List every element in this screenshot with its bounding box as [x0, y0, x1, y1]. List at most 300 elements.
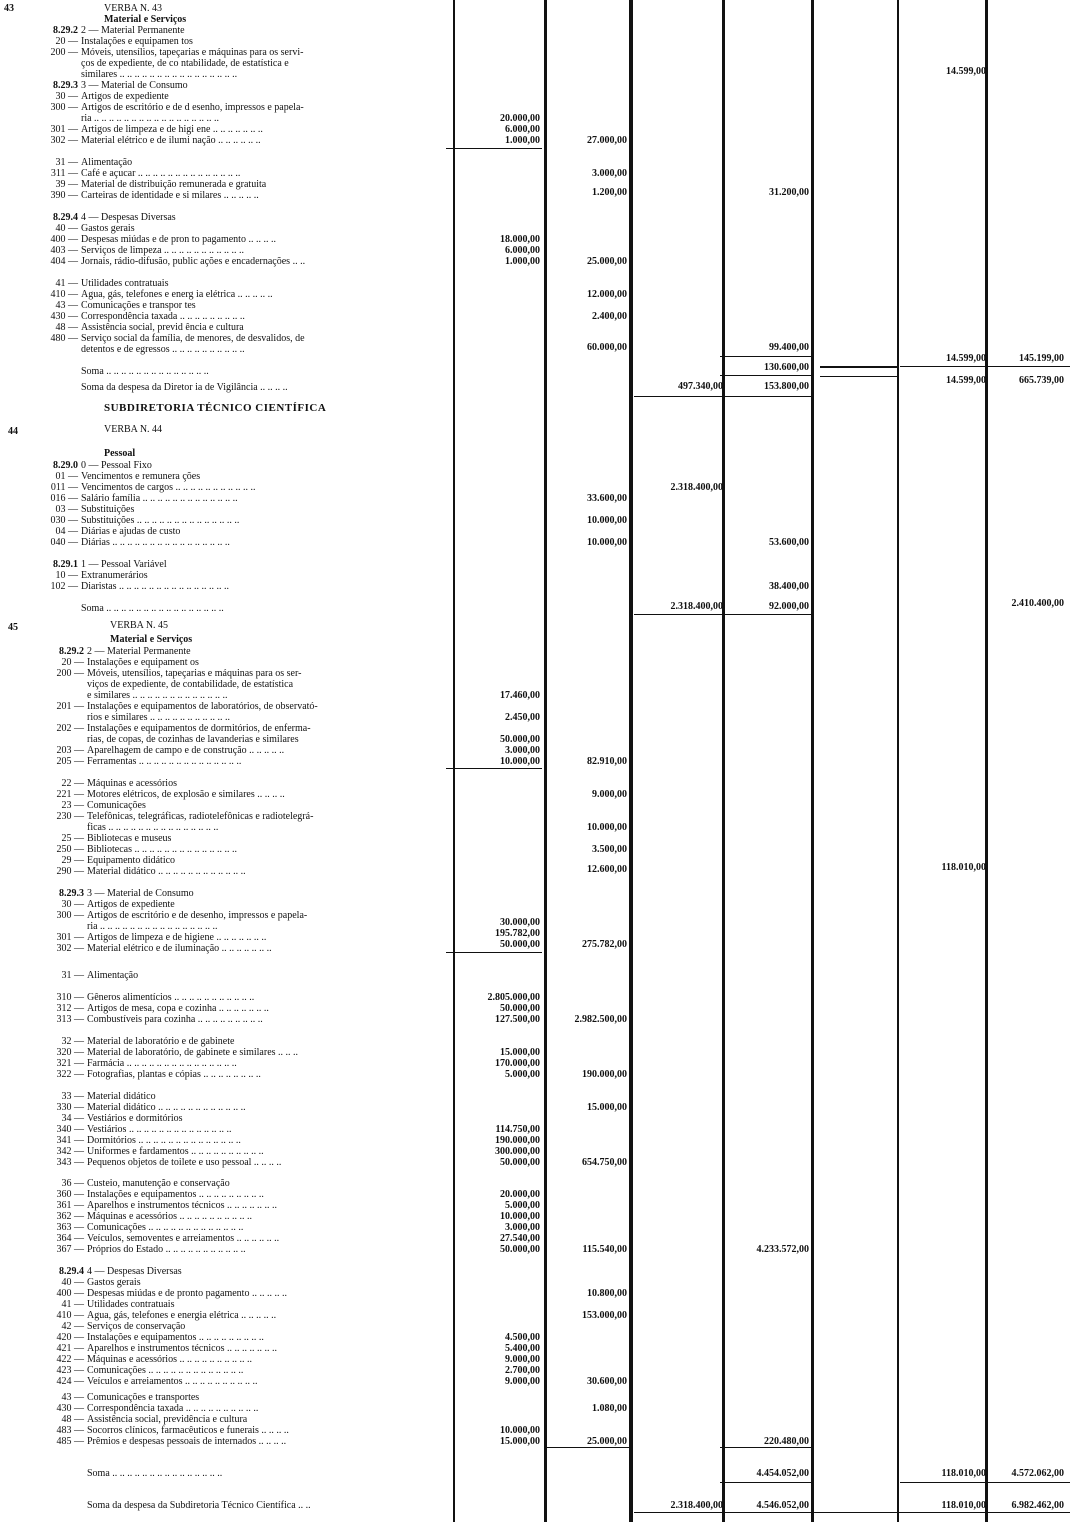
column-rule: [811, 0, 814, 1522]
amount-value: 127.500,00: [495, 1014, 540, 1025]
item-label: Vencimentos de cargos .. .. .. .. .. .. .. .. .. .. ..: [81, 482, 256, 493]
column-rule: [629, 0, 633, 1522]
amount-value: 2.450,00: [505, 712, 540, 723]
group-title: Pessoal: [104, 448, 136, 459]
item-label: Artigos de escritório e de desenho, impressos e papela-: [87, 910, 308, 921]
item-label: Alimentação: [81, 157, 133, 168]
subtotal-rule: [820, 366, 898, 368]
item-code: 311 —: [50, 168, 78, 179]
amount-value: 20.000,00: [500, 1189, 540, 1200]
amount-value: 115.540,00: [582, 1244, 627, 1255]
item-label: Despesas miúdas e de pronto pagamento .. .. .. .. ..: [87, 1288, 287, 1299]
subtotal-rule: [900, 366, 1070, 367]
amount-value: 5.000,00: [505, 1069, 540, 1080]
item-code: 40 —: [61, 1277, 84, 1288]
item-label: Artigos de mesa, copa e cozinha .. .. .. .. .. .. ..: [87, 1003, 269, 1014]
item-label: Aparelhagem de campo e de construção .. .. .. .. ..: [87, 745, 285, 756]
item-code: 8.29.0: [53, 460, 78, 471]
item-code: 230 —: [56, 811, 84, 822]
item-label: Comunicações .. .. .. .. .. .. .. .. .. .. .. .. ..: [87, 1222, 244, 1233]
item-code: 31 —: [61, 970, 84, 981]
item-label: Artigos de escritório e de d esenho, impressos e papela-: [81, 102, 304, 113]
item-code: 430 —: [56, 1403, 84, 1414]
item-code: 302 —: [56, 943, 84, 954]
item-label: Material didático .. .. .. .. .. .. .. .. .. .. .. ..: [87, 866, 246, 877]
amount-value: 5.000,00: [505, 1200, 540, 1211]
item-label: Instalações e equipament os: [87, 657, 199, 668]
item-label: Material didático: [87, 1091, 156, 1102]
item-code: 30 —: [55, 91, 78, 102]
item-label: Comunicações e transpor tes: [81, 300, 196, 311]
amount-value: 25.000,00: [587, 1436, 627, 1447]
amount-value: 82.910,00: [587, 756, 627, 767]
item-label: Material de laboratório, de gabinete e similares .. .. ..: [87, 1047, 299, 1058]
item-code: 480 —: [50, 333, 78, 344]
item-label: rias, de copas, de cozinhas de lavanderias e similares: [87, 734, 299, 745]
item-code: 340 —: [56, 1124, 84, 1135]
item-code: 43 —: [61, 1392, 84, 1403]
item-label: Vencimentos e remunera ções: [81, 471, 201, 482]
item-label: Café e açucar .. .. .. .. .. .. .. .. .. .. .. .. .. ..: [81, 168, 241, 179]
item-label: Soma .. .. .. .. .. .. .. .. .. .. .. .. .. .. ..: [87, 1468, 223, 1479]
item-code: 10 —: [55, 570, 78, 581]
item-code: 360 —: [56, 1189, 84, 1200]
item-label: Soma .. .. .. .. .. .. .. .. .. .. .. .. .. .. .. ..: [81, 603, 224, 614]
amount-value: 2.318.400,00: [670, 601, 723, 612]
subtotal-rule: [634, 396, 722, 397]
item-label: ria .. .. .. .. .. .. .. .. .. .. .. .. .. .. .. ..: [87, 921, 218, 932]
amount-value: 15.000,00: [587, 1102, 627, 1113]
item-label: Comunicações .. .. .. .. .. .. .. .. .. .. .. .. ..: [87, 1365, 244, 1376]
item-label: Instalações e equipamentos de dormitórios, de enferma-: [87, 723, 311, 734]
item-code: 400 —: [56, 1288, 84, 1299]
item-code: 485 —: [56, 1436, 84, 1447]
amount-value: 27.540,00: [500, 1233, 540, 1244]
amount-value: 50.000,00: [500, 1244, 540, 1255]
item-label: Material elétrico e de iluminação .. .. .. .. .. .. ..: [87, 943, 272, 954]
item-label: Jornais, rádio-difusão, public ações e encadernações .. ..: [81, 256, 306, 267]
verba-title: VERBA N. 43: [104, 3, 163, 14]
subtotal-rule: [820, 376, 898, 377]
amount-value: 3.000,00: [505, 745, 540, 756]
item-label: Bibliotecas e museus: [87, 833, 172, 844]
item-code: 8.29.2: [59, 646, 84, 657]
amount-value: 50.000,00: [500, 734, 540, 745]
item-label: Fotografias, plantas e cópias .. .. .. .. .. .. .. ..: [87, 1069, 261, 1080]
item-code: 205 —: [56, 756, 84, 767]
subtotal-rule: [634, 1512, 1070, 1513]
subtotal-rule: [720, 1447, 812, 1448]
item-label: ria .. .. .. .. .. .. .. .. .. .. .. .. .. .. .. .. ..: [81, 113, 220, 124]
column-rule: [897, 0, 899, 1522]
item-label: Diaristas .. .. .. .. .. .. .. .. .. .. .. .. .. .. ..: [81, 581, 230, 592]
amount-value: 50.000,00: [500, 1003, 540, 1014]
amount-value: 153.000,00: [582, 1310, 627, 1321]
amount-value: 10.000,00: [587, 537, 627, 548]
subtotal-rule: [634, 614, 812, 615]
verba-title: VERBA N. 44: [104, 424, 163, 435]
item-label: 3 — Material de Consumo: [87, 888, 194, 899]
item-label: Artigos de limpeza e de higiene .. .. .. .. .. .. ..: [87, 932, 267, 943]
item-code: 313 —: [56, 1014, 84, 1025]
amount-value: 153.800,00: [764, 381, 809, 392]
item-label: 3 — Material de Consumo: [81, 80, 188, 91]
item-label: Extranumerários: [81, 570, 148, 581]
item-code: 30 —: [61, 899, 84, 910]
item-code: 250 —: [56, 844, 84, 855]
item-label: Carteiras de identidade e si milares .. .. .. .. ..: [81, 190, 259, 201]
item-code: 361 —: [56, 1200, 84, 1211]
item-code: 04 —: [55, 526, 78, 537]
amount-value: 3.000,00: [592, 168, 627, 179]
item-label: 1 — Pessoal Variável: [81, 559, 167, 570]
amount-value: 10.000,00: [500, 756, 540, 767]
amount-value: 30.600,00: [587, 1376, 627, 1387]
item-label: Utilidades contratuais: [81, 278, 169, 289]
item-code: 200 —: [50, 47, 78, 58]
item-label: viços de expediente, de contabilidade, de estatística: [87, 679, 294, 690]
item-code: 300 —: [50, 102, 78, 113]
item-code: 40 —: [55, 223, 78, 234]
item-code: 20 —: [55, 36, 78, 47]
item-code: 341 —: [56, 1135, 84, 1146]
item-label: Dormitórios .. .. .. .. .. .. .. .. .. .. .. .. .. ..: [87, 1135, 241, 1146]
item-label: Agua, gás, telefones e energ ia elétrica .. .. .. .. ..: [81, 289, 273, 300]
amount-value: 50.000,00: [500, 1157, 540, 1168]
amount-value: 25.000,00: [587, 256, 627, 267]
item-code: 301 —: [50, 124, 78, 135]
item-label: Serviço social da família, de menores, de desvalidos, de: [81, 333, 305, 344]
item-code: 8.29.2: [53, 25, 78, 36]
item-label: Bibliotecas .. .. .. .. .. .. .. .. .. .. .. .. .. ..: [87, 844, 237, 855]
item-label: Material elétrico e de ilumi nação .. .. .. .. .. ..: [81, 135, 261, 146]
amount-value: 4.546.052,00: [756, 1500, 809, 1511]
amount-value: 118.010,00: [941, 1468, 986, 1479]
subtotal-rule: [446, 148, 542, 149]
item-code: 48 —: [55, 322, 78, 333]
amount-value: 665.739,00: [1019, 375, 1064, 386]
item-code: 011 —: [50, 482, 78, 493]
item-code: 39 —: [55, 179, 78, 190]
amount-value: 1.000,00: [505, 256, 540, 267]
item-code: 22 —: [61, 778, 84, 789]
item-label: Serviços de limpeza .. .. .. .. .. .. .. .. .. .. ..: [81, 245, 245, 256]
amount-value: 50.000,00: [500, 939, 540, 950]
item-code: 362 —: [56, 1211, 84, 1222]
verba-number: 43: [4, 3, 14, 14]
amount-value: 10.000,00: [587, 822, 627, 833]
amount-value: 18.000,00: [500, 234, 540, 245]
item-code: 483 —: [56, 1425, 84, 1436]
item-code: 203 —: [56, 745, 84, 756]
item-label: Aparelhos e instrumentos técnicos .. .. .. .. .. .. ..: [87, 1200, 277, 1211]
item-label: Comunicações: [87, 800, 146, 811]
item-label: Diárias .. .. .. .. .. .. .. .. .. .. .. .. .. .. .. ..: [81, 537, 230, 548]
item-code: 36 —: [61, 1178, 84, 1189]
amount-value: 30.000,00: [500, 917, 540, 928]
amount-value: 654.750,00: [582, 1157, 627, 1168]
amount-value: 10.000,00: [500, 1211, 540, 1222]
amount-value: 9.000,00: [505, 1354, 540, 1365]
amount-value: 170.000,00: [495, 1058, 540, 1069]
subtotal-rule: [545, 1447, 629, 1448]
item-code: 421 —: [56, 1343, 84, 1354]
item-label: Móveis, utensílios, tapeçarias e máquinas para os servi-: [81, 47, 304, 58]
item-label: Assistência social, previdência e cultura: [87, 1414, 248, 1425]
amount-value: 2.400,00: [592, 311, 627, 322]
item-label: e similares .. .. .. .. .. .. .. .. .. .. .. .. ..: [87, 690, 228, 701]
item-code: 400 —: [50, 234, 78, 245]
amount-value: 15.000,00: [500, 1436, 540, 1447]
item-code: 367 —: [56, 1244, 84, 1255]
amount-value: 4.572.062,00: [1011, 1468, 1064, 1479]
item-code: 102 —: [50, 581, 78, 592]
verba-title: VERBA N. 45: [110, 620, 169, 631]
amount-value: 53.600,00: [769, 537, 809, 548]
item-label: Substituições .. .. .. .. .. .. .. .. .. .. .. .. .. ..: [81, 515, 240, 526]
amount-value: 2.982.500,00: [574, 1014, 627, 1025]
amount-value: 2.700,00: [505, 1365, 540, 1376]
item-code: 302 —: [50, 135, 78, 146]
item-label: Vestiários e dormitórios: [87, 1113, 183, 1124]
item-code: 41 —: [55, 278, 78, 289]
item-label: Uniformes e fardamentos .. .. .. .. .. .. .. .. .. ..: [87, 1146, 264, 1157]
amount-value: 114.750,00: [495, 1124, 540, 1135]
item-label: detentos e de egressos .. .. .. .. .. .. .. .. .. ..: [81, 344, 245, 355]
item-code: 202 —: [56, 723, 84, 734]
item-code: 422 —: [56, 1354, 84, 1365]
subtotal-rule: [720, 1482, 812, 1483]
amount-value: 14.599,00: [946, 66, 986, 77]
item-label: Móveis, utensílios, tapeçarias e máquinas para os ser-: [87, 668, 302, 679]
item-code: 32 —: [61, 1036, 84, 1047]
item-code: 410 —: [50, 289, 78, 300]
item-label: Gastos gerais: [87, 1277, 141, 1288]
amount-value: 5.400,00: [505, 1343, 540, 1354]
item-code: 29 —: [61, 855, 84, 866]
item-code: 363 —: [56, 1222, 84, 1233]
item-code: 8.29.3: [53, 80, 78, 91]
item-label: rios e similares .. .. .. .. .. .. .. .. .. .. ..: [87, 712, 231, 723]
item-label: Artigos de expediente: [87, 899, 175, 910]
amount-value: 3.000,00: [505, 1222, 540, 1233]
amount-value: 9.000,00: [505, 1376, 540, 1387]
amount-value: 1.000,00: [505, 135, 540, 146]
item-code: 420 —: [56, 1332, 84, 1343]
item-label: Despesas miúdas e de pron to pagamento .. .. .. ..: [81, 234, 276, 245]
item-code: 31 —: [55, 157, 78, 168]
amount-value: 190.000,00: [495, 1135, 540, 1146]
item-label: ços de expediente, de co ntabilidade, de estatística e: [81, 58, 289, 69]
item-label: Assistência social, previd ência e cultura: [81, 322, 244, 333]
item-label: Correspondência taxada .. .. .. .. .. .. .. .. ..: [81, 311, 245, 322]
item-code: 300 —: [56, 910, 84, 921]
amount-value: 190.000,00: [582, 1069, 627, 1080]
amount-value: 4.454.052,00: [756, 1468, 809, 1479]
item-code: 48 —: [61, 1414, 84, 1425]
item-code: 312 —: [56, 1003, 84, 1014]
item-label: Soma da despesa da Diretor ia de Vigilância .. .. .. ..: [81, 382, 288, 393]
item-label: Comunicações e transportes: [87, 1392, 200, 1403]
amount-value: 99.400,00: [769, 342, 809, 353]
item-code: 322 —: [56, 1069, 84, 1080]
amount-value: 220.480,00: [764, 1436, 809, 1447]
item-code: 34 —: [61, 1113, 84, 1124]
item-code: 200 —: [56, 668, 84, 679]
item-code: 41 —: [61, 1299, 84, 1310]
amount-value: 2.805.000,00: [487, 992, 540, 1003]
item-label: Instalações e equipamen tos: [81, 36, 193, 47]
item-label: Utilidades contratuais: [87, 1299, 175, 1310]
item-label: Ferramentas .. .. .. .. .. .. .. .. .. .. .. .. .. ..: [87, 756, 242, 767]
amount-value: 4.500,00: [505, 1332, 540, 1343]
subtotal-rule: [446, 952, 542, 953]
item-code: 8.29.4: [53, 212, 78, 223]
item-label: Agua, gás, telefones e energia elétrica .. .. .. .. ..: [87, 1310, 277, 1321]
item-code: 390 —: [50, 190, 78, 201]
amount-value: 497.340,00: [678, 381, 723, 392]
subtotal-rule: [720, 356, 812, 357]
item-code: 430 —: [50, 311, 78, 322]
item-code: 42 —: [61, 1321, 84, 1332]
item-label: Soma .. .. .. .. .. .. .. .. .. .. .. .. .. ..: [81, 366, 209, 377]
amount-value: 1.080,00: [592, 1403, 627, 1414]
item-label: Pequenos objetos de toilete e uso pessoal .. .. .. ..: [87, 1157, 282, 1168]
item-label: Vestiários .. .. .. .. .. .. .. .. .. .. .. .. .. ..: [87, 1124, 232, 1135]
item-code: 320 —: [56, 1047, 84, 1058]
item-code: 403 —: [50, 245, 78, 256]
amount-value: 10.800,00: [587, 1288, 627, 1299]
amount-value: 4.233.572,00: [756, 1244, 809, 1255]
item-label: Substituições: [81, 504, 135, 515]
item-label: Veículos e arreiamentos .. .. .. .. .. .. .. .. .. ..: [87, 1376, 258, 1387]
item-label: Motores elétricos, de explosão e similares .. .. .. ..: [87, 789, 285, 800]
item-code: 310 —: [56, 992, 84, 1003]
item-code: 342 —: [56, 1146, 84, 1157]
column-rule: [985, 0, 988, 1522]
amount-value: 6.000,00: [505, 245, 540, 256]
item-label: 2 — Material Permanente: [87, 646, 191, 657]
item-label: Alimentação: [87, 970, 139, 981]
item-label: Gêneros alimentícios .. .. .. .. .. .. .. .. .. .. ..: [87, 992, 255, 1003]
item-label: Máquinas e acessórios .. .. .. .. .. .. .. .. .. ..: [87, 1354, 252, 1365]
item-code: 410 —: [56, 1310, 84, 1321]
amount-value: 6.982.462,00: [1011, 1500, 1064, 1511]
item-code: 221 —: [56, 789, 84, 800]
item-label: Material de laboratório e de gabinete: [87, 1036, 235, 1047]
amount-value: 9.000,00: [592, 789, 627, 800]
item-label: Artigos de limpeza e de higi ene .. .. .. .. .. .. ..: [81, 124, 263, 135]
amount-value: 20.000,00: [500, 113, 540, 124]
item-code: 290 —: [56, 866, 84, 877]
item-label: 4 — Despesas Diversas: [87, 1266, 182, 1277]
item-label: Custeio, manutenção e conservação: [87, 1178, 230, 1189]
item-label: Máquinas e acessórios .. .. .. .. .. .. .. .. .. ..: [87, 1211, 252, 1222]
item-code: 8.29.1: [53, 559, 78, 570]
subdiretoria-title: SUBDIRETORIA TÉCNICO CIENTÍFICA: [104, 402, 327, 414]
amount-value: 15.000,00: [500, 1047, 540, 1058]
item-label: Serviços de conservação: [87, 1321, 186, 1332]
subtotal-rule: [446, 768, 542, 769]
amount-value: 118.010,00: [941, 862, 986, 873]
amount-value: 2.318.400,00: [670, 482, 723, 493]
item-code: 330 —: [56, 1102, 84, 1113]
item-label: Prêmios e despesas pessoais de internados .. .. .. ..: [87, 1436, 287, 1447]
item-label: ficas .. .. .. .. .. .. .. .. .. .. .. .. .. .. ..: [87, 822, 219, 833]
amount-value: 275.782,00: [582, 939, 627, 950]
item-code: 423 —: [56, 1365, 84, 1376]
amount-value: 12.000,00: [587, 289, 627, 300]
amount-value: 10.000,00: [500, 1425, 540, 1436]
item-label: Farmácia .. .. .. .. .. .. .. .. .. .. .. .. .. .. ..: [87, 1058, 237, 1069]
amount-value: 300.000,00: [495, 1146, 540, 1157]
item-label: Telefônicas, telegráficas, radiotelefônicas e radiotelegrá-: [87, 811, 314, 822]
item-label: Veículos, semoventes e arreiamentos .. .. .. .. .. ..: [87, 1233, 280, 1244]
item-code: 343 —: [56, 1157, 84, 1168]
item-code: 20 —: [61, 657, 84, 668]
item-label: Instalações e equipamentos .. .. .. .. .. .. .. .. ..: [87, 1189, 264, 1200]
item-code: 8.29.4: [59, 1266, 84, 1277]
item-code: 321 —: [56, 1058, 84, 1069]
amount-value: 130.600,00: [764, 362, 809, 373]
amount-value: 3.500,00: [592, 844, 627, 855]
item-label: similares .. .. .. .. .. .. .. .. .. .. .. .. .. .. .. ..: [81, 69, 238, 80]
item-label: Material didático .. .. .. .. .. .. .. .. .. .. .. ..: [87, 1102, 246, 1113]
item-code: 01 —: [55, 471, 78, 482]
item-code: 43 —: [55, 300, 78, 311]
amount-value: 12.600,00: [587, 864, 627, 875]
amount-value: 6.000,00: [505, 124, 540, 135]
item-code: 030 —: [50, 515, 78, 526]
amount-value: 14.599,00: [946, 353, 986, 364]
item-label: Correspondência taxada .. .. .. .. .. .. .. .. .. ..: [87, 1403, 259, 1414]
amount-value: 31.200,00: [769, 187, 809, 198]
item-code: 016 —: [50, 493, 78, 504]
item-code: 8.29.3: [59, 888, 84, 899]
item-label: Salário família .. .. .. .. .. .. .. .. .. .. .. .. ..: [81, 493, 238, 504]
amount-value: 2.410.400,00: [1011, 598, 1064, 609]
amount-value: 60.000,00: [587, 342, 627, 353]
column-rule: [722, 0, 725, 1522]
item-label: Combustíveis para cozinha .. .. .. .. .. .. .. .. ..: [87, 1014, 263, 1025]
item-label: Aparelhos e instrumentos técnicos .. .. .. .. .. .. ..: [87, 1343, 277, 1354]
item-code: 424 —: [56, 1376, 84, 1387]
group-title: Material e Serviços: [104, 14, 187, 25]
verba-number: 45: [8, 622, 18, 633]
item-label: Máquinas e acessórios: [87, 778, 177, 789]
item-code: 03 —: [55, 504, 78, 515]
item-label: Diárias e ajudas de custo: [81, 526, 181, 537]
amount-value: 195.782,00: [495, 928, 540, 939]
item-label: Material de distribuição remunerada e gratuita: [81, 179, 267, 190]
item-label: Soma da despesa da Subdiretoria Técnico Científica .. ..: [87, 1500, 311, 1511]
item-label: Próprios do Estado .. .. .. .. .. .. .. .. .. .. ..: [87, 1244, 246, 1255]
subtotal-rule: [720, 396, 812, 397]
item-label: Gastos gerais: [81, 223, 135, 234]
amount-value: 1.200,00: [592, 187, 627, 198]
item-code: 404 —: [50, 256, 78, 267]
item-code: 33 —: [61, 1091, 84, 1102]
item-label: Instalações e equipamentos .. .. .. .. .. .. .. .. ..: [87, 1332, 264, 1343]
amount-value: 2.318.400,00: [670, 1500, 723, 1511]
verba-number: 44: [8, 426, 18, 437]
amount-value: 27.000,00: [587, 135, 627, 146]
item-code: 364 —: [56, 1233, 84, 1244]
amount-value: 118.010,00: [941, 1500, 986, 1511]
subtotal-rule: [720, 375, 812, 376]
item-code: 040 —: [50, 537, 78, 548]
subtotal-rule: [900, 1482, 1070, 1483]
